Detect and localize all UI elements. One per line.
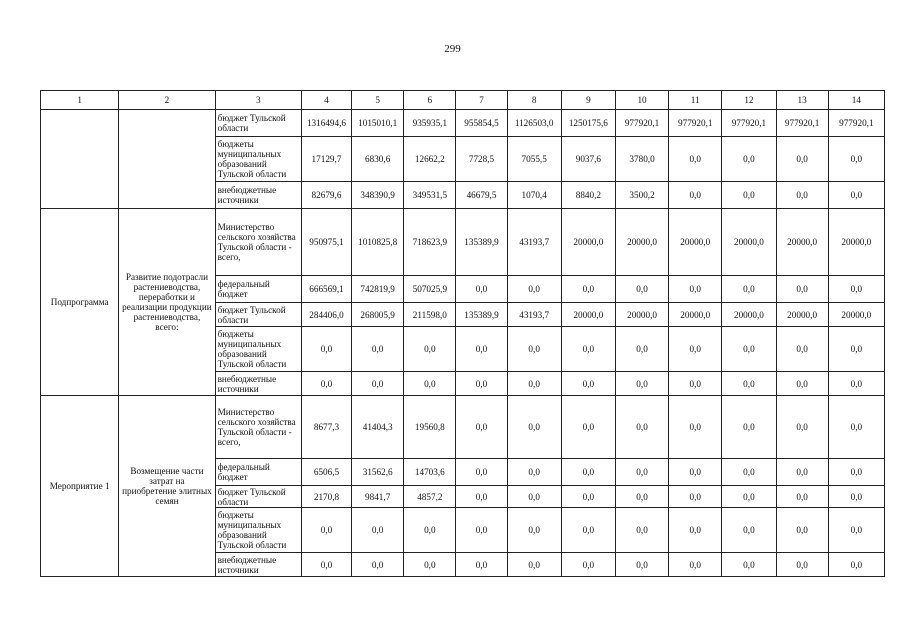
column-header: 1 <box>41 91 119 110</box>
table-row <box>41 396 885 459</box>
column-header: 8 <box>507 91 561 110</box>
value-cell: 0,0 <box>456 372 507 396</box>
value-cell: 0,0 <box>669 396 722 459</box>
value-cell: 20000,0 <box>561 209 615 276</box>
column-header: 3 <box>215 91 301 110</box>
program-title-cell: Развитие подотрасли растениеводства, переработки и реализации продукции растениеводства, всего: <box>119 209 215 396</box>
program-title-cell: Возмещение части затрат на приобретение элитных семян <box>119 396 215 577</box>
value-cell: 0,0 <box>561 486 615 508</box>
table-row <box>41 209 885 276</box>
column-number-row <box>41 91 885 110</box>
value-cell: 507025,9 <box>404 276 456 303</box>
value-cell: 0,0 <box>404 327 456 372</box>
value-cell: 742819,9 <box>352 276 404 303</box>
value-cell: 0,0 <box>722 276 776 303</box>
value-cell: 0,0 <box>561 553 615 577</box>
budget-table <box>40 90 885 577</box>
column-header: 2 <box>119 91 215 110</box>
value-cell: 0,0 <box>722 372 776 396</box>
column-header: 12 <box>722 91 776 110</box>
value-cell: 0,0 <box>352 508 404 553</box>
value-cell: 935935,1 <box>404 110 456 137</box>
value-cell: 0,0 <box>615 486 668 508</box>
value-cell: 0,0 <box>615 508 668 553</box>
funding-source-cell: Министерство сельского хозяйства Тульской области - всего, <box>215 396 301 459</box>
value-cell: 0,0 <box>722 459 776 486</box>
value-cell: 0,0 <box>669 276 722 303</box>
value-cell: 0,0 <box>615 327 668 372</box>
table-body <box>41 110 885 577</box>
value-cell: 82679,6 <box>301 182 351 209</box>
value-cell: 14703,6 <box>404 459 456 486</box>
value-cell: 0,0 <box>776 137 828 182</box>
value-cell: 0,0 <box>507 327 561 372</box>
value-cell: 0,0 <box>301 553 351 577</box>
value-cell: 0,0 <box>776 276 828 303</box>
value-cell: 0,0 <box>615 276 668 303</box>
column-header: 10 <box>615 91 668 110</box>
value-cell: 977920,1 <box>669 110 722 137</box>
value-cell: 6506,5 <box>301 459 351 486</box>
value-cell: 0,0 <box>352 372 404 396</box>
program-level-cell: Мероприятие 1 <box>41 396 119 577</box>
value-cell: 211598,0 <box>404 303 456 327</box>
value-cell: 0,0 <box>456 276 507 303</box>
value-cell: 0,0 <box>507 396 561 459</box>
value-cell: 0,0 <box>722 508 776 553</box>
value-cell: 135389,9 <box>456 209 507 276</box>
value-cell: 0,0 <box>669 486 722 508</box>
value-cell: 284406,0 <box>301 303 351 327</box>
value-cell: 31562,6 <box>352 459 404 486</box>
value-cell: 20000,0 <box>615 303 668 327</box>
value-cell: 0,0 <box>776 182 828 209</box>
value-cell: 0,0 <box>828 508 884 553</box>
column-header: 13 <box>776 91 828 110</box>
value-cell: 0,0 <box>561 372 615 396</box>
value-cell: 4857,2 <box>404 486 456 508</box>
value-cell: 20000,0 <box>669 303 722 327</box>
value-cell: 0,0 <box>404 372 456 396</box>
value-cell: 8677,3 <box>301 396 351 459</box>
value-cell: 977920,1 <box>776 110 828 137</box>
value-cell: 135389,9 <box>456 303 507 327</box>
value-cell: 0,0 <box>507 372 561 396</box>
value-cell: 0,0 <box>722 137 776 182</box>
value-cell: 0,0 <box>722 327 776 372</box>
value-cell: 0,0 <box>776 486 828 508</box>
value-cell: 348390,9 <box>352 182 404 209</box>
value-cell: 20000,0 <box>722 209 776 276</box>
value-cell: 20000,0 <box>776 303 828 327</box>
value-cell: 0,0 <box>828 182 884 209</box>
value-cell: 0,0 <box>828 137 884 182</box>
value-cell: 0,0 <box>456 553 507 577</box>
column-header: 7 <box>456 91 507 110</box>
value-cell: 0,0 <box>776 372 828 396</box>
column-header: 9 <box>561 91 615 110</box>
value-cell: 0,0 <box>561 327 615 372</box>
value-cell: 955854,5 <box>456 110 507 137</box>
value-cell: 1250175,6 <box>561 110 615 137</box>
value-cell: 0,0 <box>828 276 884 303</box>
value-cell: 7055,5 <box>507 137 561 182</box>
value-cell: 718623,9 <box>404 209 456 276</box>
value-cell: 0,0 <box>456 327 507 372</box>
value-cell: 0,0 <box>669 459 722 486</box>
value-cell: 0,0 <box>615 459 668 486</box>
program-title-cell <box>119 110 215 209</box>
value-cell: 0,0 <box>776 327 828 372</box>
value-cell: 0,0 <box>722 182 776 209</box>
value-cell: 666569,1 <box>301 276 351 303</box>
value-cell: 0,0 <box>301 372 351 396</box>
value-cell: 43193,7 <box>507 209 561 276</box>
program-level-cell: Подпрограмма <box>41 209 119 396</box>
value-cell: 1015010,1 <box>352 110 404 137</box>
funding-source-cell: бюджет Тульской области <box>215 486 301 508</box>
value-cell: 0,0 <box>722 486 776 508</box>
value-cell: 0,0 <box>828 372 884 396</box>
value-cell: 0,0 <box>456 486 507 508</box>
value-cell: 20000,0 <box>669 209 722 276</box>
value-cell: 0,0 <box>669 508 722 553</box>
value-cell: 9037,6 <box>561 137 615 182</box>
value-cell: 0,0 <box>828 486 884 508</box>
value-cell: 0,0 <box>561 508 615 553</box>
value-cell: 0,0 <box>722 396 776 459</box>
value-cell: 0,0 <box>301 508 351 553</box>
value-cell: 0,0 <box>776 553 828 577</box>
value-cell: 9841,7 <box>352 486 404 508</box>
value-cell: 0,0 <box>615 553 668 577</box>
value-cell: 20000,0 <box>722 303 776 327</box>
funding-source-cell: бюджеты муниципальных образований Тульской области <box>215 327 301 372</box>
value-cell: 0,0 <box>561 396 615 459</box>
funding-source-cell: бюджет Тульской области <box>215 303 301 327</box>
value-cell: 0,0 <box>507 486 561 508</box>
value-cell: 0,0 <box>828 396 884 459</box>
value-cell: 0,0 <box>722 553 776 577</box>
value-cell: 0,0 <box>615 372 668 396</box>
value-cell: 1126503,0 <box>507 110 561 137</box>
value-cell: 0,0 <box>507 508 561 553</box>
value-cell: 0,0 <box>669 372 722 396</box>
value-cell: 0,0 <box>776 396 828 459</box>
value-cell: 0,0 <box>507 553 561 577</box>
value-cell: 0,0 <box>669 327 722 372</box>
value-cell: 977920,1 <box>615 110 668 137</box>
value-cell: 0,0 <box>776 459 828 486</box>
value-cell: 0,0 <box>404 553 456 577</box>
funding-source-cell: внебюджетные источники <box>215 553 301 577</box>
page-number: 299 <box>444 43 461 55</box>
value-cell: 0,0 <box>456 396 507 459</box>
value-cell: 0,0 <box>669 553 722 577</box>
value-cell: 0,0 <box>507 276 561 303</box>
value-cell: 0,0 <box>776 508 828 553</box>
value-cell: 0,0 <box>828 327 884 372</box>
funding-source-cell: бюджет Тульской области <box>215 110 301 137</box>
program-level-cell <box>41 110 119 209</box>
funding-source-cell: внебюджетные источники <box>215 372 301 396</box>
value-cell: 0,0 <box>828 553 884 577</box>
value-cell: 0,0 <box>352 327 404 372</box>
value-cell: 1316494,6 <box>301 110 351 137</box>
funding-source-cell: федеральный бюджет <box>215 459 301 486</box>
value-cell: 46679,5 <box>456 182 507 209</box>
value-cell: 17129,7 <box>301 137 351 182</box>
value-cell: 0,0 <box>561 459 615 486</box>
column-header: 5 <box>352 91 404 110</box>
value-cell: 977920,1 <box>828 110 884 137</box>
value-cell: 0,0 <box>352 553 404 577</box>
value-cell: 349531,5 <box>404 182 456 209</box>
funding-source-cell: бюджеты муниципальных образований Тульской области <box>215 137 301 182</box>
value-cell: 3780,0 <box>615 137 668 182</box>
column-header: 11 <box>669 91 722 110</box>
value-cell: 2170,8 <box>301 486 351 508</box>
value-cell: 0,0 <box>456 508 507 553</box>
value-cell: 20000,0 <box>561 303 615 327</box>
funding-source-cell: федеральный бюджет <box>215 276 301 303</box>
value-cell: 19560,8 <box>404 396 456 459</box>
funding-source-cell: бюджеты муниципальных образований Тульской области <box>215 508 301 553</box>
value-cell: 0,0 <box>456 459 507 486</box>
value-cell: 1070,4 <box>507 182 561 209</box>
value-cell: 12662,2 <box>404 137 456 182</box>
value-cell: 43193,7 <box>507 303 561 327</box>
value-cell: 268005,9 <box>352 303 404 327</box>
value-cell: 20000,0 <box>828 303 884 327</box>
value-cell: 3500,2 <box>615 182 668 209</box>
value-cell: 41404,3 <box>352 396 404 459</box>
funding-source-cell: Министерство сельского хозяйства Тульской области - всего, <box>215 209 301 276</box>
value-cell: 0,0 <box>669 182 722 209</box>
column-header: 4 <box>301 91 351 110</box>
funding-source-cell: внебюджетные источники <box>215 182 301 209</box>
table-row <box>41 110 885 137</box>
value-cell: 7728,5 <box>456 137 507 182</box>
value-cell: 0,0 <box>404 508 456 553</box>
value-cell: 950975,1 <box>301 209 351 276</box>
column-header: 6 <box>404 91 456 110</box>
value-cell: 0,0 <box>828 459 884 486</box>
value-cell: 0,0 <box>615 396 668 459</box>
value-cell: 20000,0 <box>828 209 884 276</box>
value-cell: 0,0 <box>561 276 615 303</box>
value-cell: 0,0 <box>301 327 351 372</box>
value-cell: 8840,2 <box>561 182 615 209</box>
value-cell: 20000,0 <box>776 209 828 276</box>
value-cell: 0,0 <box>507 459 561 486</box>
value-cell: 977920,1 <box>722 110 776 137</box>
column-header: 14 <box>828 91 884 110</box>
value-cell: 1010825,8 <box>352 209 404 276</box>
value-cell: 6830,6 <box>352 137 404 182</box>
value-cell: 0,0 <box>669 137 722 182</box>
value-cell: 20000,0 <box>615 209 668 276</box>
